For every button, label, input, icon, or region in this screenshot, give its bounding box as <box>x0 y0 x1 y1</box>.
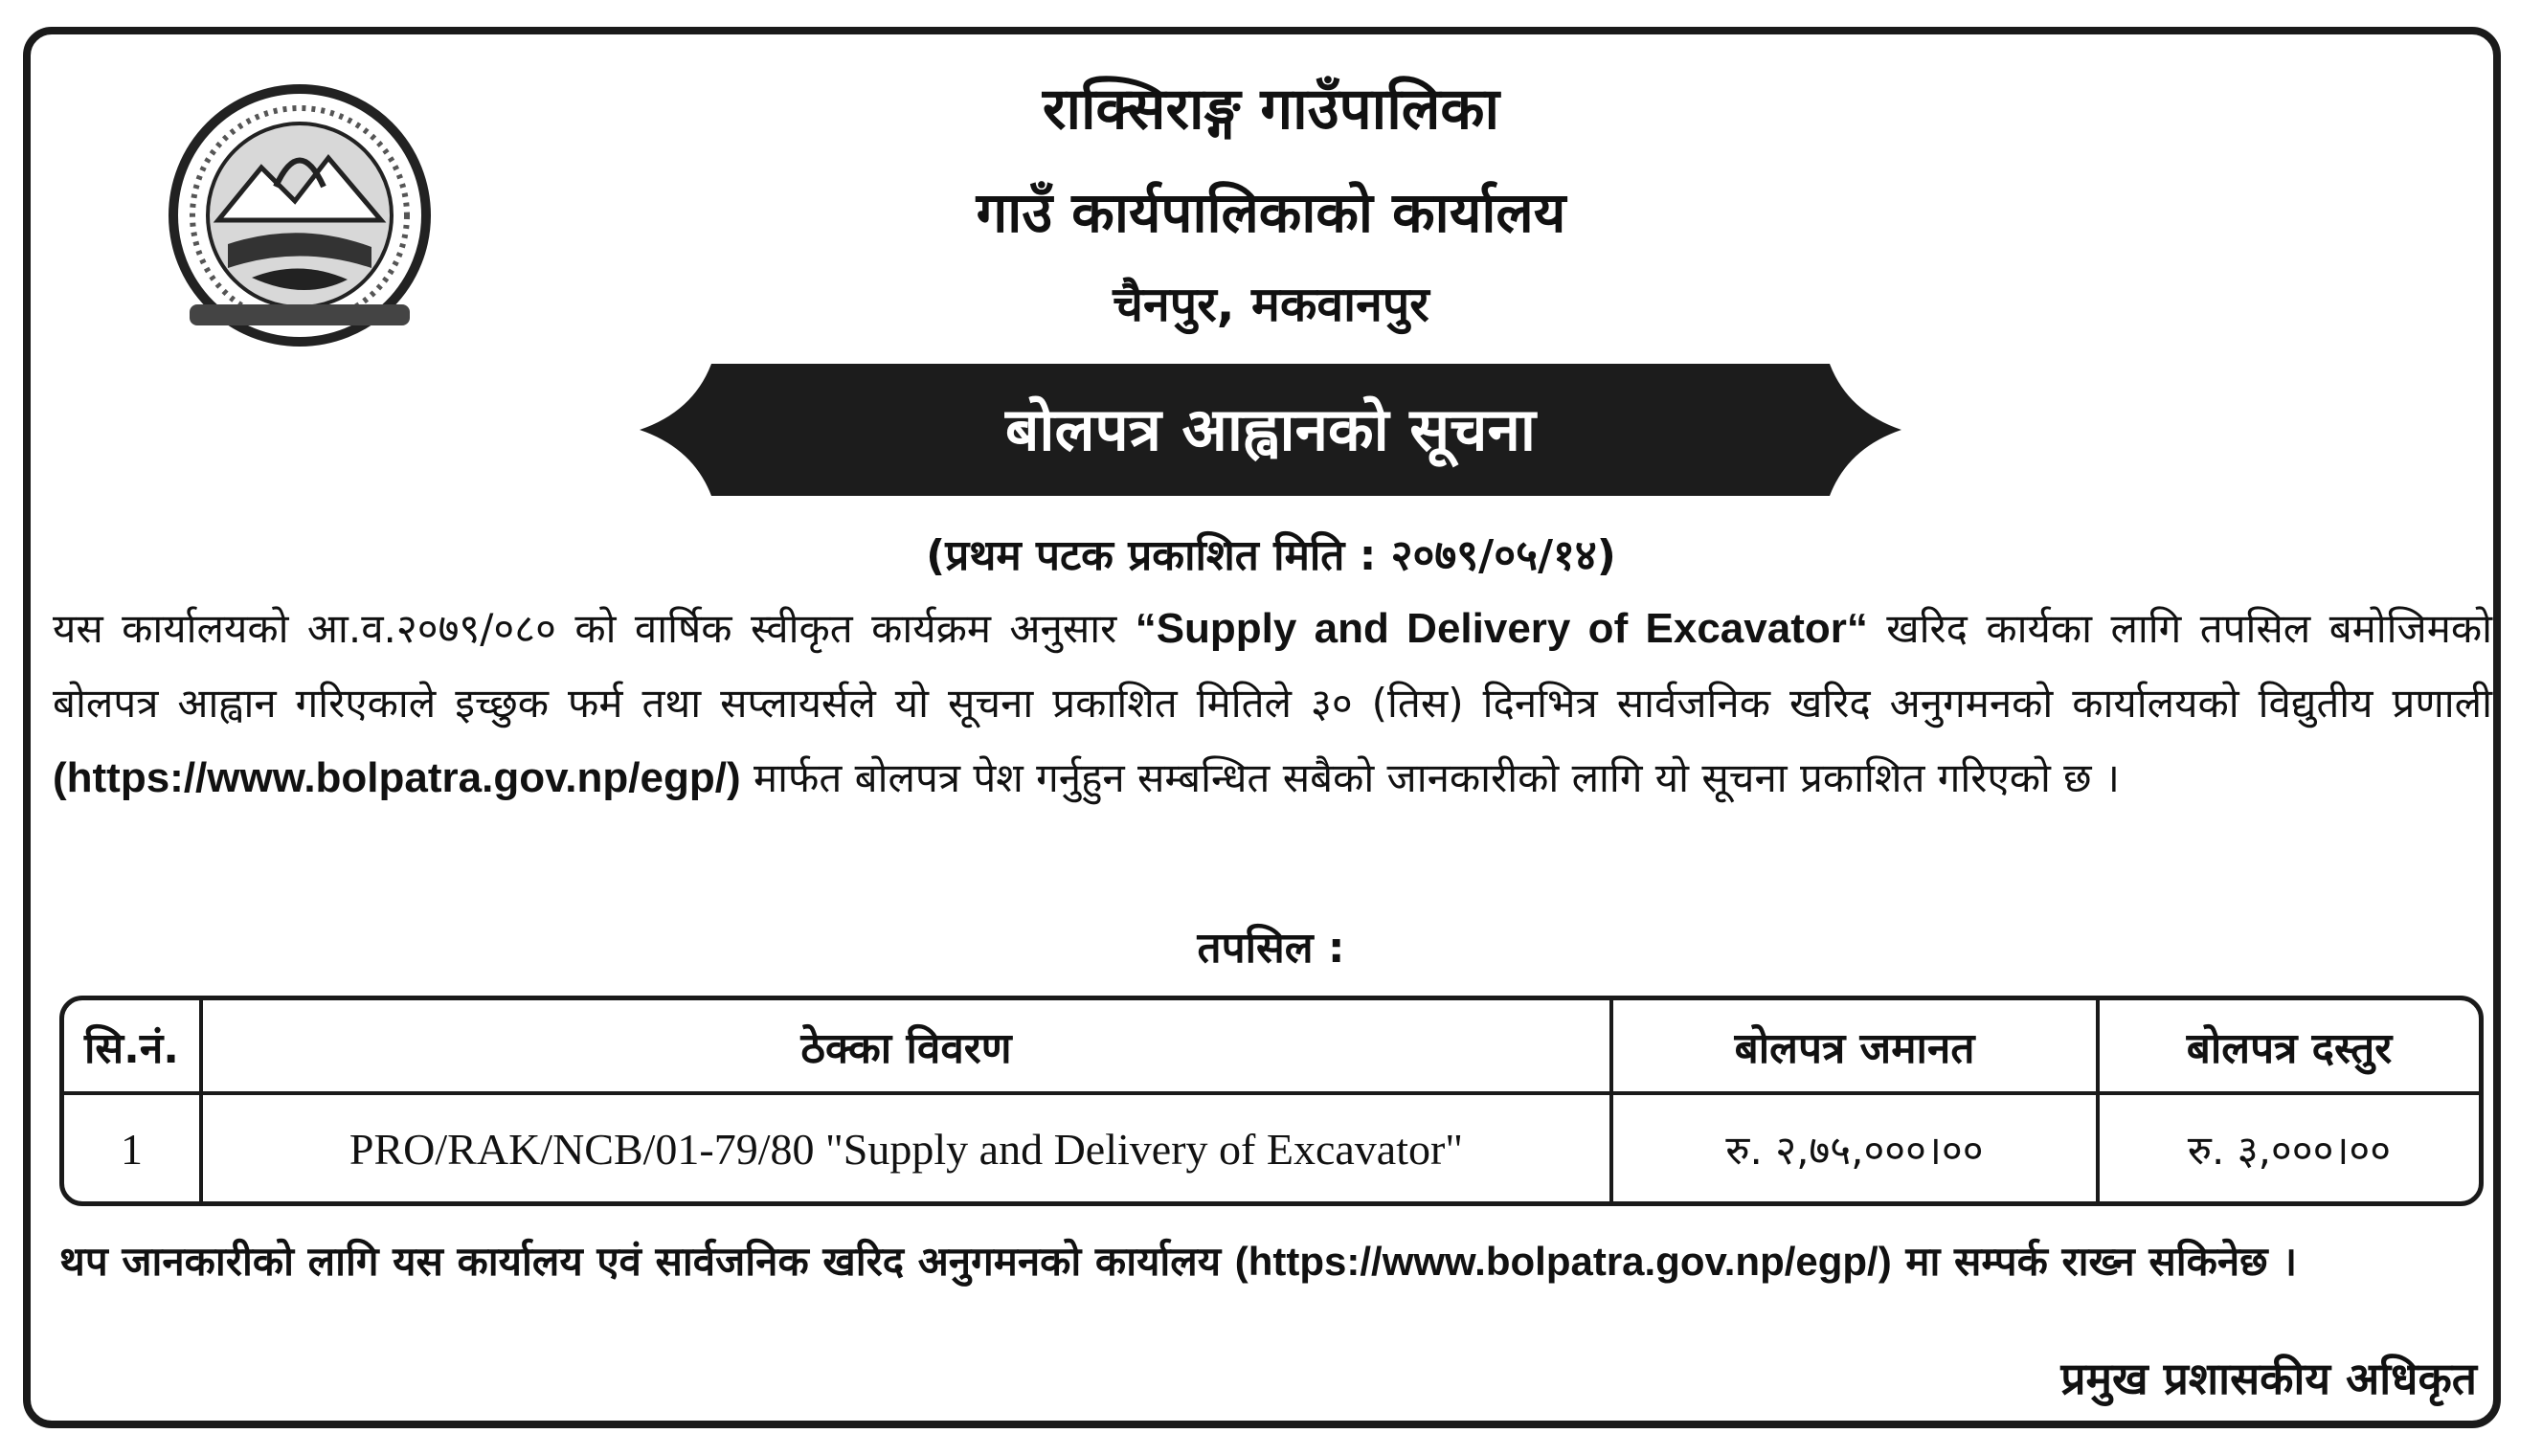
tender-table <box>59 996 2484 1206</box>
project-name: “Supply and Delivery of Excavator“ <box>1135 605 1868 652</box>
office-name: गाउँ कार्यपालिकाको कार्यालय <box>976 180 1566 245</box>
cell-serial-no: 1 <box>64 1095 203 1202</box>
header-contract-details: ठेक्का विवरण <box>203 1000 1613 1091</box>
footer-note <box>59 1223 2491 1300</box>
table-header-row <box>64 1000 2479 1095</box>
notice-body <box>53 592 2492 816</box>
publication-date: (प्रथम पटक प्रकाशित मिति : २०७९/०५/१४) <box>926 531 1616 580</box>
header-bid-security: बोलपत्र जमानत <box>1613 1000 2100 1091</box>
egp-link[interactable]: (https://www.bolpatra.gov.np/egp/) <box>53 754 741 801</box>
table-row <box>64 1095 2479 1202</box>
office-address: चैनपुर, मकवानपुर <box>1113 277 1429 332</box>
header-serial-no: सि.नं. <box>64 1000 203 1091</box>
footer-text-part1: थप जानकारीको लागि यस कार्यालय एवं सार्वजनिक खरिद अनुगमनको कार्यालय <box>59 1238 1235 1285</box>
notice-title: बोलपत्र आह्वानको सूचना <box>1005 394 1536 464</box>
body-text-part2: खरिद कार्यका लागि तपसिल बमोजिमको बोलपत्र आह्वान गरिएकाले इच्छुक फर्म तथा सप्लायर्सले यो सूचना प्रकाशित मितिले ३० (तिस) दिनभित्र सार्वजनिक खरिद अनुगमनको कार्यालयको विद्युतीय प्रणाली <box>53 605 2492 727</box>
footer-egp-link[interactable]: (https://www.bolpatra.gov.np/egp/) <box>1234 1239 1892 1284</box>
notice-title-banner <box>640 364 1901 496</box>
org-name: राक्सिराङ्ग गाउँपालिका <box>1042 76 1500 143</box>
cell-bid-security: रु. २,७५,०००।०० <box>1613 1095 2100 1202</box>
schedule-label: तपसिल : <box>1197 924 1345 973</box>
header-bid-fee: बोलपत्र दस्तुर <box>2186 1023 2393 1073</box>
signatory-title: प्रमुख प्रशासकीय अधिकृत <box>2060 1353 2477 1404</box>
body-text-part3: मार्फत बोलपत्र पेश गर्नुहुन सम्बन्धित सबैको जानकारीको लागि यो सूचना प्रकाशित गरिएको छ । <box>740 754 2120 801</box>
cell-contract-details: PRO/RAK/NCB/01-79/80 "Supply and Delivery of Excavator" <box>203 1095 1613 1202</box>
cell-bid-fee: रु. ३,०००।०० <box>2187 1126 2392 1174</box>
body-text-part1: यस कार्यालयको आ.व.२०७९/०८० को वार्षिक स्वीकृत कार्यक्रम अनुसार <box>53 605 1136 652</box>
footer-text-part2: मा सम्पर्क राख्न सकिनेछ । <box>1891 1238 2298 1285</box>
